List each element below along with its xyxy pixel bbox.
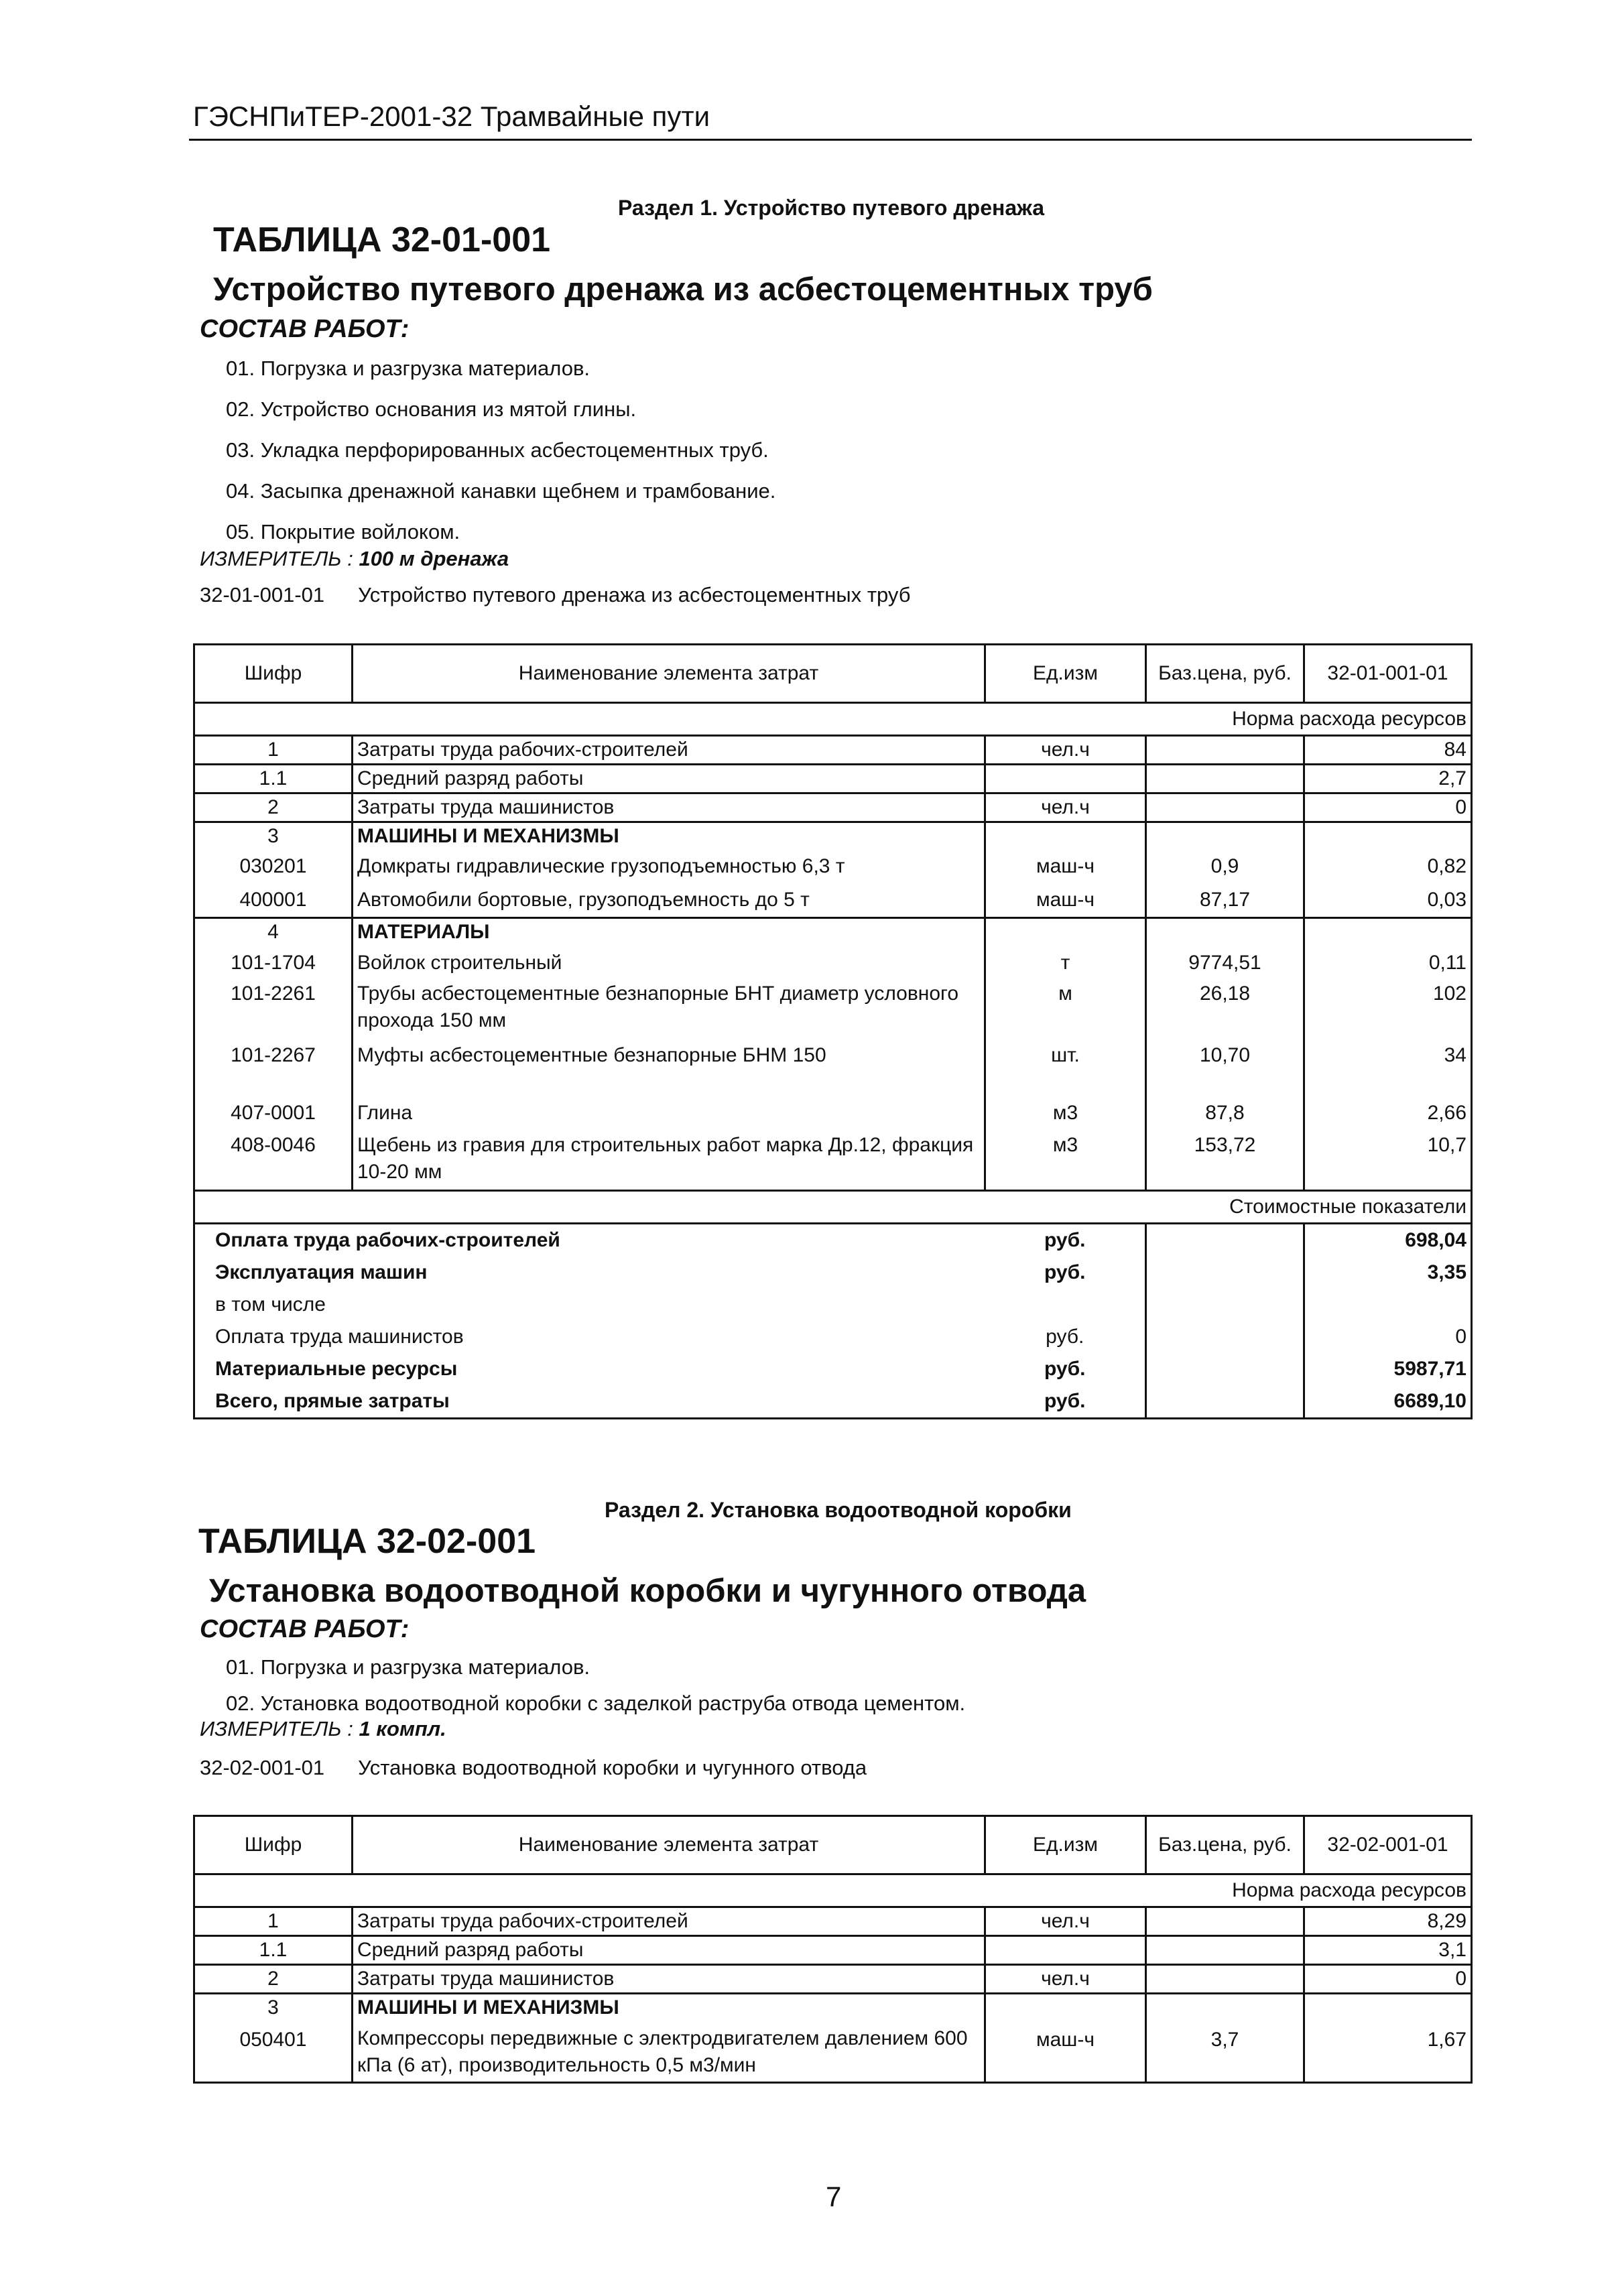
rate-code: 32-02-001-01 [200, 1756, 325, 1779]
cell-unit: м3 [985, 1132, 1146, 1191]
cell-value: 10,7 [1304, 1132, 1472, 1191]
work-item: 05. Покрытие войлоком. [226, 520, 460, 544]
norm-caption-row [194, 1874, 1472, 1907]
cell-name: МАШИНЫ И МЕХАНИЗМЫ [353, 822, 985, 850]
cell-name: Щебень из гравия для строительных работ марка Др.12, фракция 10-20 мм [353, 1132, 985, 1191]
column-header: Баз.цена, руб. [1146, 1816, 1304, 1874]
cell-value: 0,11 [1304, 946, 1472, 980]
cost-name: Эксплуатация машин [194, 1257, 985, 1289]
cell-unit: м3 [985, 1100, 1146, 1132]
cell-price [1146, 1965, 1304, 1994]
table-row [194, 850, 1472, 883]
table-1-label: ТАБЛИЦА 32-01-001 [213, 220, 551, 259]
table-row [194, 883, 1472, 918]
cell-name: Затраты труда рабочих-строителей [353, 1907, 985, 1936]
header-rule [189, 139, 1472, 141]
cell-value: 2,66 [1304, 1100, 1472, 1132]
column-header: Ед.изм [985, 1816, 1146, 1874]
cell-unit: чел.ч [985, 1965, 1146, 1994]
cost-unit: руб. [985, 1224, 1146, 1257]
cell-name: Глина [353, 1100, 985, 1132]
cell-value [1304, 918, 1472, 946]
izmeritel-1 [200, 547, 509, 571]
cell-value: 0 [1304, 793, 1472, 822]
cost-row [194, 1224, 1472, 1257]
izmeritel-label: ИЗМЕРИТЕЛЬ : [200, 547, 353, 570]
cell-price: 87,17 [1146, 883, 1304, 918]
cell-value: 0,82 [1304, 850, 1472, 883]
cost-caption-row [194, 1191, 1472, 1224]
cell-price: 3,7 [1146, 2021, 1304, 2083]
cost-unit: руб. [985, 1385, 1146, 1419]
column-header: Наименование элемента затрат [353, 645, 985, 703]
cell-code: 101-2267 [194, 1042, 353, 1100]
cost-row [194, 1353, 1472, 1385]
cell-price [1146, 736, 1304, 765]
cost-caption: Стоимостные показатели [194, 1191, 1472, 1224]
table-row [194, 1965, 1472, 1994]
cost-value: 698,04 [1304, 1224, 1472, 1257]
document-title: ГЭСНПиТЕР-2001-32 Трамвайные пути [193, 101, 710, 132]
table-2-label: ТАБЛИЦА 32-02-001 [198, 1522, 536, 1561]
norm-caption-row [194, 703, 1472, 736]
cell-price [1146, 765, 1304, 793]
cell-code: 1 [194, 736, 353, 765]
cell-code: 3 [194, 822, 353, 850]
cell-name: Трубы асбестоцементные безнапорные БНТ диаметр условного прохода 150 мм [353, 980, 985, 1042]
cell-unit: т [985, 946, 1146, 980]
cell-code: 407-0001 [194, 1100, 353, 1132]
cell-price [1146, 793, 1304, 822]
cost-price-empty [1146, 1353, 1304, 1385]
norm-table-1 [193, 643, 1473, 1419]
cost-value [1304, 1289, 1472, 1321]
cell-code: 030201 [194, 850, 353, 883]
cell-name: Войлок строительный [353, 946, 985, 980]
cell-code: 408-0046 [194, 1132, 353, 1191]
cost-row [194, 1257, 1472, 1289]
cell-code: 101-2261 [194, 980, 353, 1042]
work-item: 01. Погрузка и разгрузка материалов. [226, 357, 590, 380]
cell-price: 9774,51 [1146, 946, 1304, 980]
norm-caption: Норма расхода ресурсов [194, 1874, 1472, 1907]
cell-name: Автомобили бортовые, грузоподъемность до 5 т [353, 883, 985, 918]
table-row [194, 1907, 1472, 1936]
work-list-2 [226, 1654, 965, 1726]
cost-unit: руб. [985, 1257, 1146, 1289]
rate-code-line-1 [200, 583, 911, 607]
cell-value: 3,1 [1304, 1936, 1472, 1965]
cost-value: 5987,71 [1304, 1353, 1472, 1385]
cell-unit: маш-ч [985, 2021, 1146, 2083]
work-item: 02. Устройство основания из мятой глины. [226, 397, 637, 421]
cell-price [1146, 1994, 1304, 2022]
cost-row [194, 1321, 1472, 1353]
cell-value: 2,7 [1304, 765, 1472, 793]
cost-row [194, 1289, 1472, 1321]
section-2-title: Раздел 2. Установка водоотводной коробки [605, 1498, 1072, 1522]
cell-value: 1,67 [1304, 2021, 1472, 2083]
cost-unit: руб. [985, 1321, 1146, 1353]
cell-value: 34 [1304, 1042, 1472, 1100]
norm-caption: Норма расхода ресурсов [194, 703, 1472, 736]
work-item: 03. Укладка перфорированных асбестоцементных труб. [226, 438, 769, 462]
norm-table-2 [193, 1815, 1473, 2084]
cell-code: 3 [194, 1994, 353, 2022]
cost-value: 3,35 [1304, 1257, 1472, 1289]
rate-code-description: Устройство путевого дренажа из асбестоцементных труб [358, 583, 911, 607]
cell-unit [985, 1936, 1146, 1965]
cell-price: 153,72 [1146, 1132, 1304, 1191]
column-header: 32-01-001-01 [1304, 645, 1472, 703]
column-header: Шифр [194, 645, 353, 703]
cell-unit [985, 822, 1146, 850]
cell-value: 0 [1304, 1965, 1472, 1994]
cell-price: 87,8 [1146, 1100, 1304, 1132]
cell-code: 2 [194, 793, 353, 822]
sostav-rabot-1: СОСТАВ РАБОТ: [200, 315, 410, 343]
column-header: Ед.изм [985, 645, 1146, 703]
table-header-row [194, 645, 1472, 703]
cell-name: Домкраты гидравлические грузоподъемностью 6,3 т [353, 850, 985, 883]
cell-code: 1.1 [194, 765, 353, 793]
cost-value: 6689,10 [1304, 1385, 1472, 1419]
rate-code-description: Установка водоотводной коробки и чугунного отвода [358, 1756, 867, 1779]
table-header-row [194, 1816, 1472, 1874]
column-header: Наименование элемента затрат [353, 1816, 985, 1874]
column-header: 32-02-001-01 [1304, 1816, 1472, 1874]
cell-code: 050401 [194, 2021, 353, 2083]
cost-unit [985, 1289, 1146, 1321]
cell-unit: маш-ч [985, 883, 1146, 918]
table-row [194, 918, 1472, 946]
cell-code: 4 [194, 918, 353, 946]
cell-unit [985, 918, 1146, 946]
cell-unit: маш-ч [985, 850, 1146, 883]
table-row [194, 1132, 1472, 1191]
cell-code: 1 [194, 1907, 353, 1936]
rate-code: 32-01-001-01 [200, 583, 325, 607]
cell-price: 0,9 [1146, 850, 1304, 883]
cost-price-empty [1146, 1257, 1304, 1289]
cost-unit: руб. [985, 1353, 1146, 1385]
cell-code: 2 [194, 1965, 353, 1994]
cell-value: 8,29 [1304, 1907, 1472, 1936]
cell-unit [985, 1994, 1146, 2022]
cell-name: Средний разряд работы [353, 765, 985, 793]
table-row [194, 765, 1472, 793]
section-1-title: Раздел 1. Устройство путевого дренажа [618, 196, 1044, 220]
table-row [194, 793, 1472, 822]
cell-price: 10,70 [1146, 1042, 1304, 1100]
cell-value: 102 [1304, 980, 1472, 1042]
cell-name: Затраты труда машинистов [353, 793, 985, 822]
cost-price-empty [1146, 1289, 1304, 1321]
work-item: 02. Установка водоотводной коробки с заделкой раструба отвода цементом. [226, 1692, 966, 1715]
cell-price: 26,18 [1146, 980, 1304, 1042]
cell-unit [985, 765, 1146, 793]
cost-name: в том числе [194, 1289, 985, 1321]
table-row [194, 1994, 1472, 2022]
page-number: 7 [826, 2181, 842, 2212]
cell-name: Компрессоры передвижные с электродвигателем давлением 600 кПа (6 ат), производительность 0,5 м3/мин [353, 2021, 985, 2083]
cell-code: 400001 [194, 883, 353, 918]
table-row [194, 1100, 1472, 1132]
table-row [194, 2021, 1472, 2083]
cell-name: Муфты асбестоцементные безнапорные БНМ 150 [353, 1042, 985, 1100]
table-row [194, 1936, 1472, 1965]
table-2-heading: Установка водоотводной коробки и чугунного отвода [209, 1573, 1086, 1609]
cell-value [1304, 1994, 1472, 2022]
cell-value: 84 [1304, 736, 1472, 765]
column-header: Баз.цена, руб. [1146, 645, 1304, 703]
table-row [194, 1042, 1472, 1100]
cost-row [194, 1385, 1472, 1419]
work-item: 01. Погрузка и разгрузка материалов. [226, 1655, 590, 1679]
cell-price [1146, 1907, 1304, 1936]
cost-price-empty [1146, 1321, 1304, 1353]
cost-value: 0 [1304, 1321, 1472, 1353]
work-list-1 [226, 355, 775, 560]
cell-name: Затраты труда рабочих-строителей [353, 736, 985, 765]
cell-unit: чел.ч [985, 736, 1146, 765]
cell-price [1146, 1936, 1304, 1965]
table-row [194, 736, 1472, 765]
cell-code: 101-1704 [194, 946, 353, 980]
cell-value [1304, 822, 1472, 850]
table-row [194, 980, 1472, 1042]
cell-unit: чел.ч [985, 1907, 1146, 1936]
cell-price [1146, 822, 1304, 850]
cell-value: 0,03 [1304, 883, 1472, 918]
izmeritel-value: 1 компл. [359, 1717, 446, 1740]
cost-name: Оплата труда рабочих-строителей [194, 1224, 985, 1257]
izmeritel-label: ИЗМЕРИТЕЛЬ : [200, 1717, 353, 1740]
table-row [194, 822, 1472, 850]
cost-price-empty [1146, 1224, 1304, 1257]
izmeritel-value: 100 м дренажа [359, 547, 509, 570]
cell-name: Затраты труда машинистов [353, 1965, 985, 1994]
cost-name: Всего, прямые затраты [194, 1385, 985, 1419]
table-1-heading: Устройство путевого дренажа из асбестоцементных труб [213, 271, 1153, 308]
work-item: 04. Засыпка дренажной канавки щебнем и трамбование. [226, 479, 776, 503]
table-row [194, 946, 1472, 980]
cell-name: Средний разряд работы [353, 1936, 985, 1965]
cell-unit: м [985, 980, 1146, 1042]
izmeritel-2 [200, 1717, 446, 1741]
cell-name: МАТЕРИАЛЫ [353, 918, 985, 946]
cell-unit: чел.ч [985, 793, 1146, 822]
sostav-rabot-2: СОСТАВ РАБОТ: [200, 1615, 410, 1643]
cell-name: МАШИНЫ И МЕХАНИЗМЫ [353, 1994, 985, 2022]
cost-name: Оплата труда машинистов [194, 1321, 985, 1353]
cell-unit: шт. [985, 1042, 1146, 1100]
column-header: Шифр [194, 1816, 353, 1874]
cost-price-empty [1146, 1385, 1304, 1419]
rate-code-line-2 [200, 1756, 867, 1780]
cost-name: Материальные ресурсы [194, 1353, 985, 1385]
cell-code: 1.1 [194, 1936, 353, 1965]
cell-price [1146, 918, 1304, 946]
